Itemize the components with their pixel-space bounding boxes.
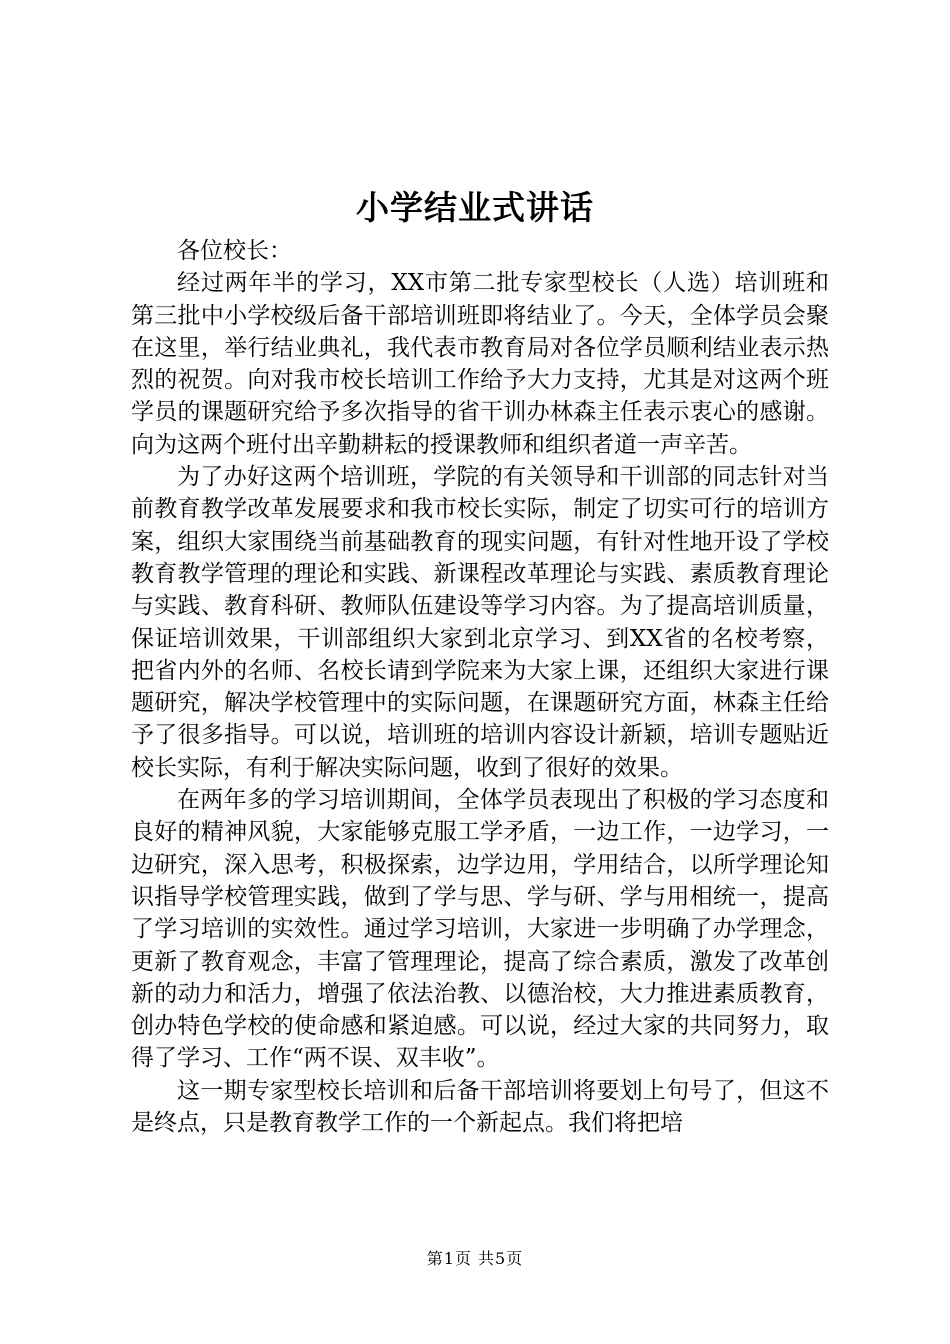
paragraph-4: 这一期专家型校长培训和后备干部培训将要划上句号了，但这不是终点，只是教育教学工作的一个新起点。我们将把培 [131, 1077, 829, 1137]
salutation: 各位校长： [177, 238, 292, 264]
paragraph-1: 经过两年半的学习，XX市第二批专家型校长（人选）培训班和第三批中小学校级后备干部培训班即将结业了。今天，全体学员会聚在这里，举行结业典礼，我代表市教育局对各位学员顺利结业表示热烈的祝贺。向对我市校长培训工作给予大力支持，尤其是对这两个班学员的课题研究给予多次指导的省干训办林森主任表示衷心的感谢。向为这两个班付出辛勤耕耘的授课教师和组织者道一声辛苦。 [131, 270, 829, 458]
paragraph-3: 在两年多的学习培训期间，全体学员表现出了积极的学习态度和良好的精神风貌，大家能够克服工学矛盾，一边工作，一边学习，一边研究，深入思考，积极探索，边学边用，学用结合，以所学理论知识指导学校管理实践，做到了学与思、学与研、学与用相统一，提高了学习培训的实效性。通过学习培训，大家进一步明确了办学理念，更新了教育观念，丰富了管理理论，提高了综合素质，激发了改革创新的动力和活力，增强了依法治教、以德治校，大力推进素质教育，创办特色学校的使命感和紧迫感。可以说，经过大家的共同努力，取得了学习、工作“两不误、双丰收”。 [131, 787, 829, 1072]
page-footer: 第1页 共5页 [426, 1249, 524, 1268]
document-body [131, 235, 829, 1139]
paragraph-2: 为了办好这两个培训班，学院的有关领导和干训部的同志针对当前教育教学改革发展要求和我市校长实际，制定了切实可行的培训方案，组织大家围绕当前基础教育的现实问题，有针对性地开设了学校教育教学管理的理论和实践、新课程改革理论与实践、素质教育理论与实践、教育科研、教师队伍建设等学习内容。为了提高培训质量，保证培训效果，干训部组织大家到北京学习、到XX省的名校考察，把省内外的名师、名校长请到学院来为大家上课，还组织大家进行课题研究，解决学校管理中的实际问题，在课题研究方面，林森主任给予了很多指导。可以说，培训班的培训内容设计新颖，培训专题贴近校长实际，有利于解决实际问题，收到了很好的效果。 [131, 464, 829, 781]
document-title: 小学结业式讲话 [356, 188, 594, 227]
